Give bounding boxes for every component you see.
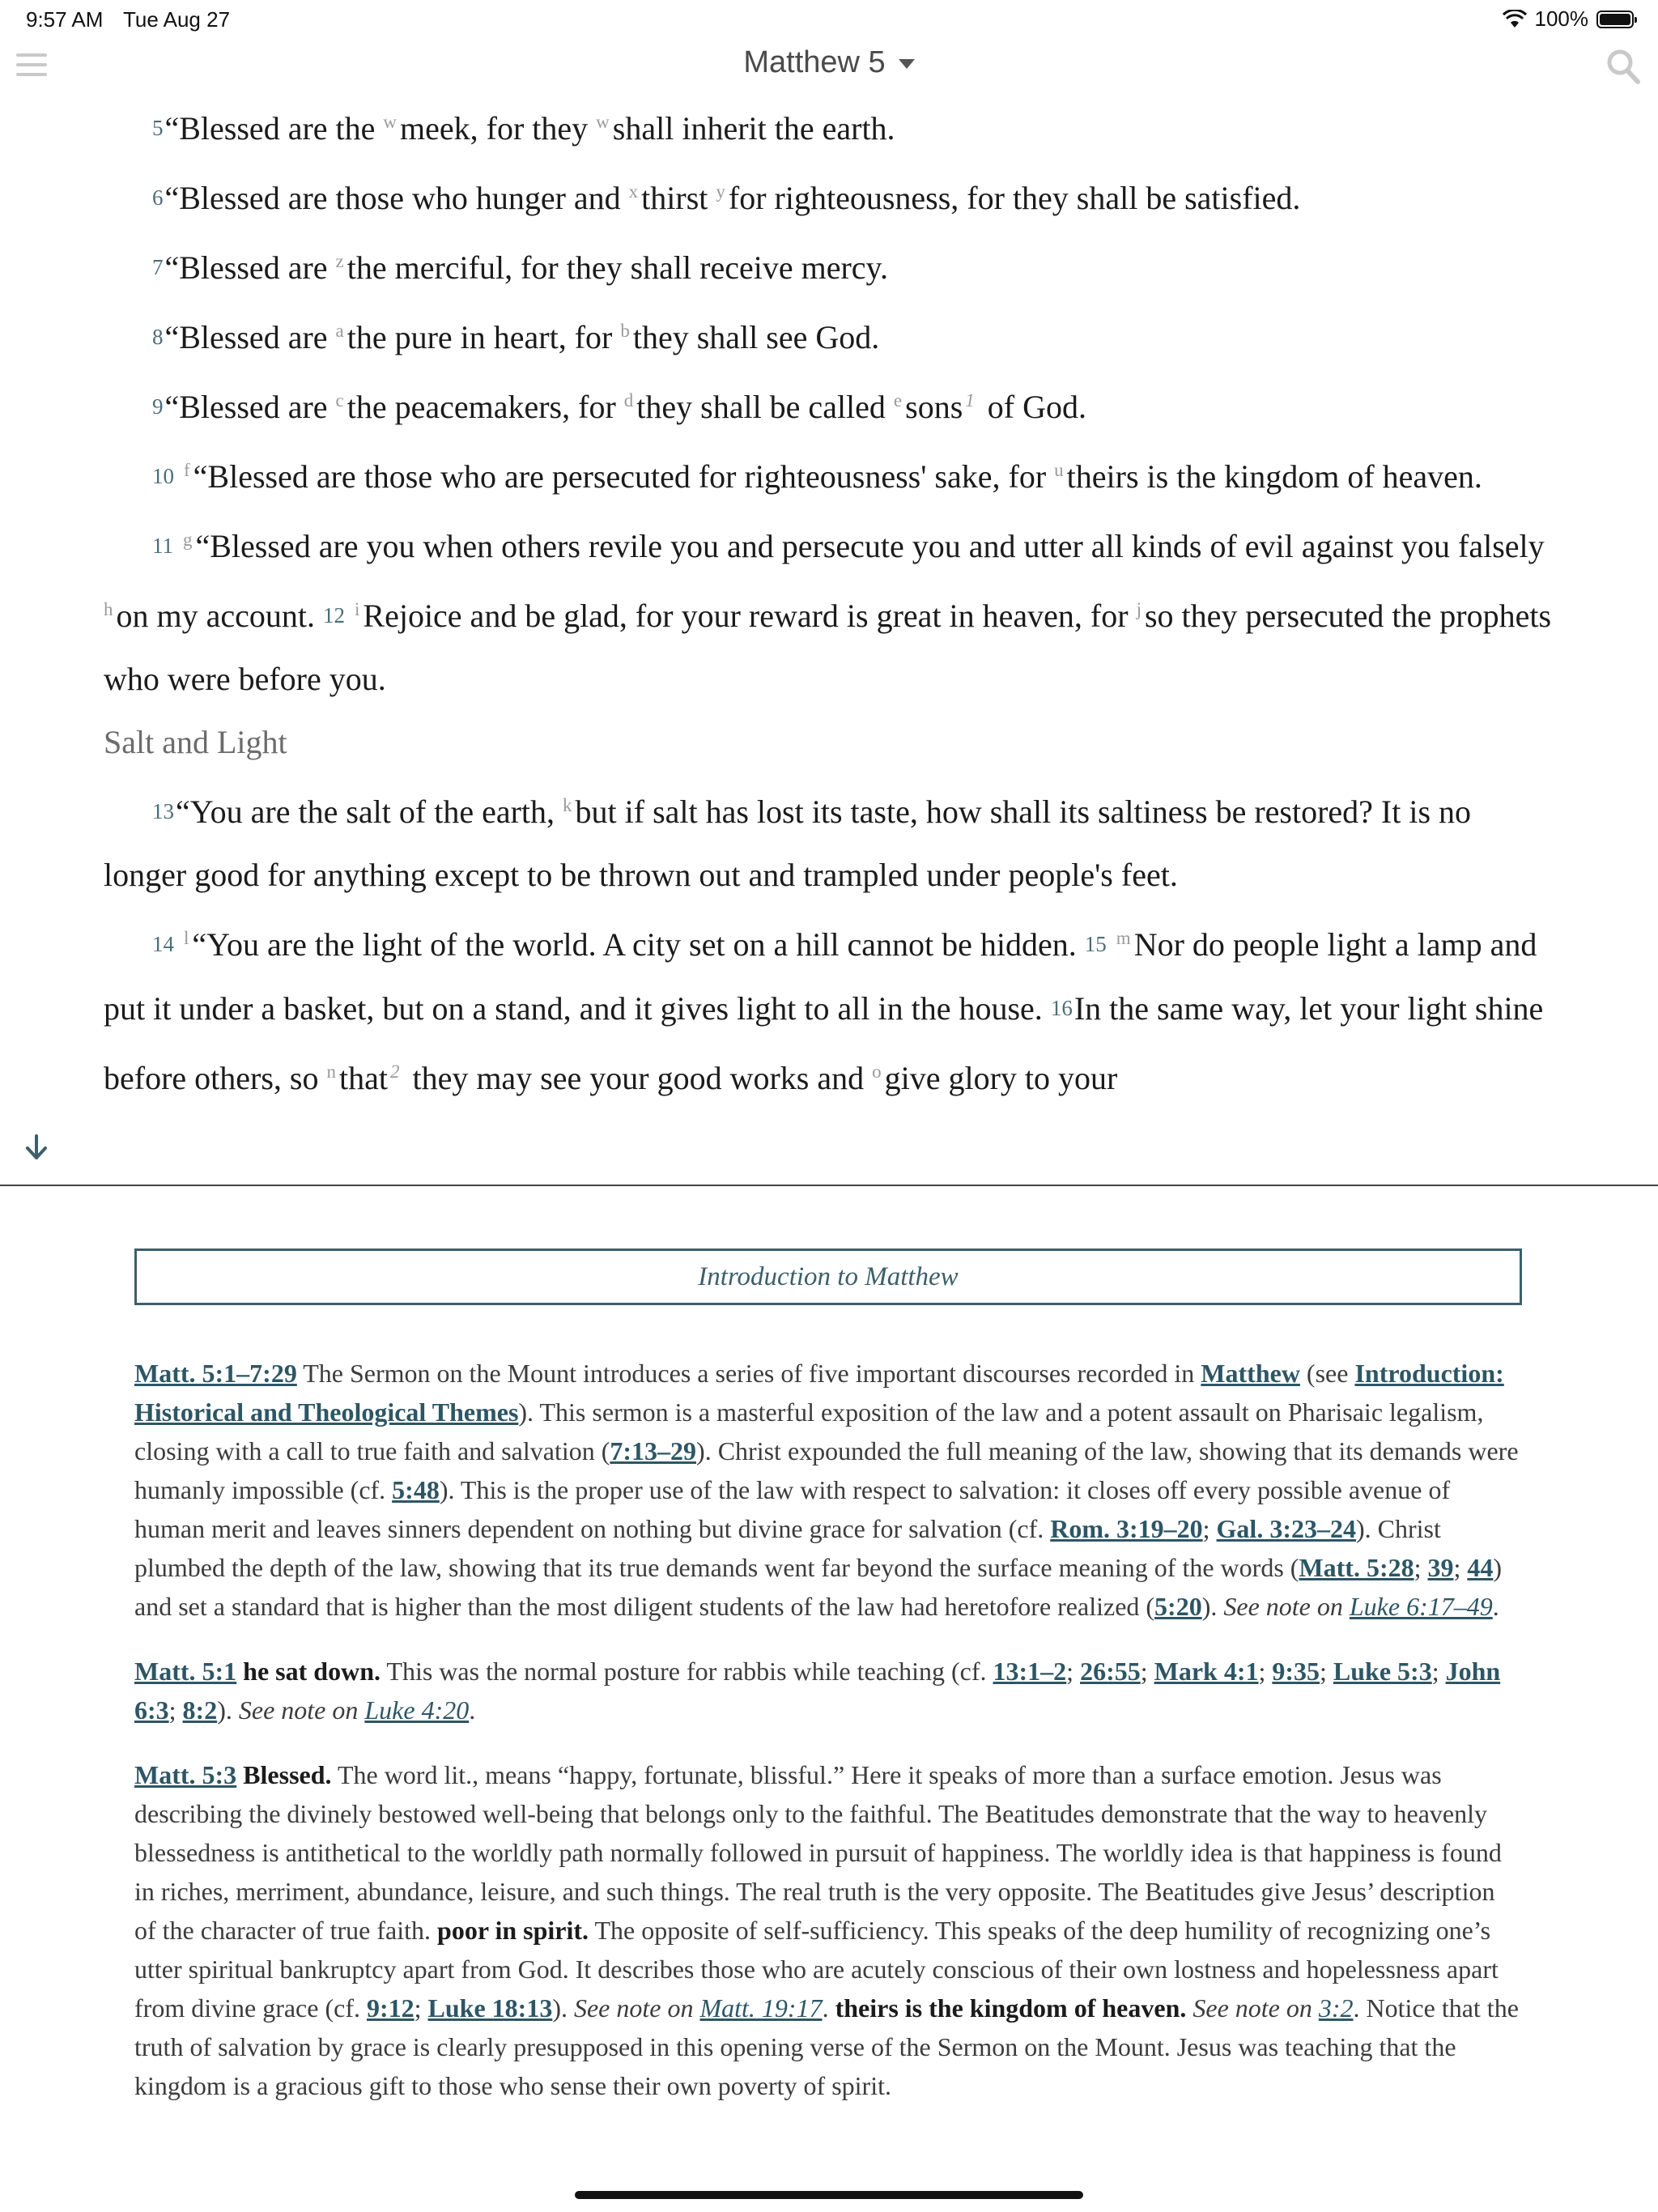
cross-reference-link[interactable]: Matthew	[1201, 1359, 1300, 1388]
cross-reference-link[interactable]: 5:48	[392, 1475, 440, 1504]
cross-reference-link[interactable]: 7:13–29	[610, 1436, 697, 1465]
status-bar	[0, 0, 1658, 39]
see-note-link[interactable]: Luke 4:20	[364, 1695, 470, 1725]
cross-reference-link[interactable]: Rom. 3:19–20	[1050, 1514, 1203, 1543]
verse-10: 10 $^f$ “Blessed are those who are persecuted for righteousness' sake, for $^u$ theirs is the kingdom of heaven.	[152, 458, 1482, 495]
book-chapter-selector[interactable]	[0, 45, 1658, 80]
cross-reference-link[interactable]: 44	[1467, 1553, 1494, 1582]
study-note: Matt. 5:1–7:29 The Sermon on the Mount introduces a series of five important discourses recorded in Matthew (see Introduction: Historical and Theological Themes). This sermon is a masterful exposition of the law and a potent assault on Pharisaic legalism, closing with a call to true faith and salvation (7:13–29). Christ expounded the full meaning of the law, showing that its demands were humanly impossible (cf. 5:48). This is the proper use of the law with respect to salvation: it closes off every possible avenue of human merit and leaves sinners dependent on nothing but divine grace for salvation (cf. Rom. 3:19–20; Gal. 3:23–24). Christ plumbed the depth of the law, showing that its true demands went far beyond the surface meaning of the words (Matt. 5:28; 39; 44) and set a standard that is higher than the most diligent students of the law had heretofore realized (5:20). See note on Luke 6:17–49.	[134, 1359, 1519, 1621]
cross-reference-link[interactable]: Matt. 5:28	[1299, 1553, 1414, 1582]
cross-reference-link[interactable]: Luke 18:13	[427, 1993, 553, 2023]
cross-reference-link[interactable]: 5:20	[1154, 1592, 1202, 1621]
note-reference-link[interactable]: Matt. 5:1	[134, 1657, 237, 1686]
verse-8: 8“Blessed are $^a$ the pure in heart, for $^b$ they shall see God.	[152, 319, 880, 355]
bible-text	[104, 91, 1561, 1110]
footnote-marker[interactable]: j	[1136, 599, 1141, 619]
battery-icon	[1596, 11, 1634, 28]
cross-reference-link[interactable]: 8:2	[182, 1695, 218, 1725]
footnote-marker[interactable]: m	[1116, 928, 1131, 948]
see-note-link[interactable]: 3:2	[1318, 1993, 1354, 2023]
cross-reference-link[interactable]: 13:1–2	[993, 1657, 1067, 1686]
translation-note-marker[interactable]: 2	[389, 1061, 400, 1082]
footnote-marker[interactable]: w	[383, 112, 397, 132]
cross-reference-link[interactable]: John 6:3	[134, 1657, 1501, 1725]
verse-14: 14 $^l$ “You are the light of the world. A city set on a hill cannot be hidden. 15 $^m$ Nor do people light a lamp and put it under a basket, but on a stand, and it gives light to all in the house. 16In the same way, let your light shine before others, so $^n$ that $^2$ they may see your good works and $^o$ give glory to your	[104, 926, 1544, 1096]
nav-bar	[0, 39, 1658, 91]
footnote-marker[interactable]: z	[335, 251, 344, 271]
footnote-marker[interactable]: u	[1054, 460, 1064, 480]
footnote-marker[interactable]: c	[335, 390, 344, 410]
cross-reference-link[interactable]: Mark 4:1	[1154, 1657, 1259, 1686]
pane-divider[interactable]	[0, 1185, 1658, 1186]
cross-reference-link[interactable]: 39	[1427, 1553, 1454, 1582]
status-time: 9:57 AM	[26, 7, 104, 32]
verse-number[interactable]: 7	[152, 255, 164, 279]
section-heading: Salt and Light	[104, 724, 287, 760]
verse-number[interactable]: 16	[1050, 996, 1073, 1020]
footnote-marker[interactable]: l	[184, 928, 189, 948]
verse-number[interactable]: 10	[152, 464, 174, 488]
verse-6: 6“Blessed are those who hunger and $^x$ thirst $^y$ for righteousness, for they shall be satisfied.	[152, 180, 1301, 216]
note-reference-link[interactable]: Matt. 5:3	[134, 1760, 237, 1789]
status-right	[1503, 6, 1635, 32]
see-note-link[interactable]: Luke 6:17–49	[1349, 1592, 1493, 1621]
verse-number[interactable]: 11	[152, 534, 173, 558]
study-note: Matt. 5:1 he sat down. This was the normal posture for rabbis while teaching (cf. 13:1–2; 26:55; Mark 4:1; 9:35; Luke 5:3; John 6:3; 8:2). See note on Luke 4:20.	[134, 1657, 1501, 1725]
home-indicator[interactable]	[575, 2191, 1083, 2199]
note-reference-link[interactable]: Matt. 5:1–7:29	[134, 1359, 297, 1388]
battery-percent: 100%	[1534, 6, 1588, 31]
verse-number[interactable]: 15	[1084, 932, 1107, 956]
footnote-marker[interactable]: g	[183, 530, 193, 550]
cross-reference-link[interactable]: Luke 5:3	[1333, 1657, 1432, 1686]
verse-7: 7“Blessed are $^z$ the merciful, for they shall receive mercy.	[152, 249, 888, 286]
introduction-link[interactable]: Introduction to Matthew	[134, 1249, 1522, 1305]
verse-number[interactable]: 6	[152, 185, 164, 210]
verse-number[interactable]: 12	[323, 603, 345, 627]
verse-number[interactable]: 8	[152, 325, 164, 349]
verse-number[interactable]: 9	[152, 394, 164, 419]
verse-11: 11 $^g$ “Blessed are you when others revile you and persecute you and utter all kinds of evil against you falsely $^h$ on my account. 12 $^i$ Rejoice and be glad, for your reward is great in heaven, for $^j$ so they persecuted the prophets who were before you.	[104, 528, 1552, 697]
cross-reference-link[interactable]: Introduction: Historical and Theological Themes	[134, 1359, 1504, 1427]
see-note-link[interactable]: Matt. 19:17	[699, 1993, 823, 2023]
footnote-marker[interactable]: d	[623, 390, 634, 410]
study-note: Matt. 5:3 Blessed. The word lit., means “happy, fortunate, blissful.” Here it speaks of more than a surface emotion. Jesus was describing the divinely bestowed well-being that belongs only to the faithful. The Beatitudes demonstrate that the way to heavenly blessedness is antithetical to the worldly path normally followed in pursuit of happiness. The worldly idea is that happiness is found in riches, merriment, abundance, leisure, and such things. The real truth is the very opposite. The Beatitudes give Jesus’ description of the character of true faith. poor in spirit. The opposite of self-sufficiency. This speaks of the deep humility of recognizing one’s utter spiritual bankruptcy apart from God. It describes those who are acutely conscious of their own lostness and hopelessness apart from divine grace (cf. 9:12; Luke 18:13). See note on Matt. 19:17. theirs is the kingdom of heaven. See note on 3:2. Notice that the truth of salvation by grace is clearly presupposed in this opening verse of the Sermon on the Mount. Jesus was teaching that the kingdom is a gracious gift to those who sense their own poverty of spirit.	[134, 1760, 1519, 2100]
footnote-marker[interactable]: y	[716, 181, 725, 202]
footnote-marker[interactable]: e	[893, 390, 903, 410]
verse-13: 13“You are the salt of the earth, $^k$ but if salt has lost its taste, how shall its saltiness be restored? It is no longer good for anything except to be thrown out and trampled under people's feet.	[104, 793, 1472, 893]
cross-reference-link[interactable]: Gal. 3:23–24	[1216, 1514, 1356, 1543]
verse-number[interactable]: 13	[152, 799, 174, 823]
wifi-icon	[1503, 10, 1527, 29]
caret-down-icon	[899, 59, 915, 69]
footnote-marker[interactable]: w	[596, 112, 610, 132]
footnote-marker[interactable]: n	[326, 1061, 336, 1082]
verse-5: 5“Blessed are the $^w$ meek, for they $^w$ shall inherit the earth.	[152, 110, 895, 147]
search-icon[interactable]	[1606, 49, 1640, 84]
status-date: Tue Aug 27	[123, 7, 231, 32]
chapter-title: Matthew 5	[743, 45, 886, 79]
footnote-marker[interactable]: i	[355, 599, 360, 619]
footnote-marker[interactable]: h	[104, 599, 113, 619]
footnote-marker[interactable]: x	[628, 181, 639, 202]
cross-reference-link[interactable]: 9:35	[1272, 1657, 1320, 1686]
scroll-down-arrow-icon[interactable]	[24, 1134, 49, 1161]
cross-reference-link[interactable]: 26:55	[1080, 1657, 1141, 1686]
footnote-marker[interactable]: k	[563, 795, 572, 815]
verse-number[interactable]: 14	[152, 932, 174, 956]
cross-reference-link[interactable]: 9:12	[366, 1993, 414, 2023]
verse-9: 9“Blessed are $^c$ the peacemakers, for $^d$ they shall be called $^e$ sons $^1$ of God.	[152, 389, 1086, 425]
study-notes	[134, 1354, 1522, 2131]
translation-note-marker[interactable]: 1	[965, 390, 975, 410]
footnote-marker[interactable]: b	[620, 321, 630, 341]
footnote-marker[interactable]: f	[184, 460, 190, 480]
footnote-marker[interactable]: a	[335, 321, 344, 341]
verse-number[interactable]: 5	[152, 116, 164, 140]
footnote-marker[interactable]: o	[872, 1061, 882, 1082]
